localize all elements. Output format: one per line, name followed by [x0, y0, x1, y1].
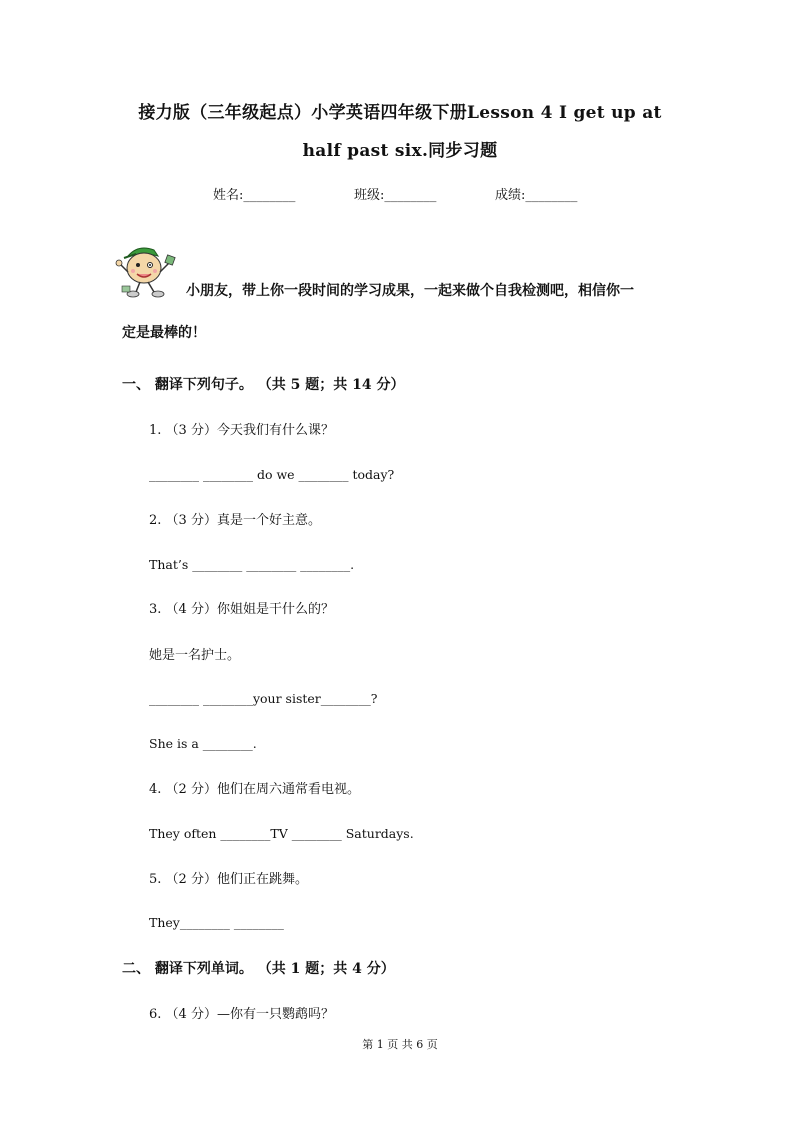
question-6-prompt: 6. （4 分）—你有一只鹦鹉吗？: [149, 1007, 334, 1022]
section-heading-2: 二、 翻译下列单词。 （共 1 题；共 4 分）: [122, 961, 395, 977]
class-field: 班级:________: [354, 188, 437, 203]
page-footer: 第 1 页 共 6 页: [362, 1038, 438, 1051]
name-field: 姓名:________: [213, 188, 296, 203]
question-3-answer-line-1: ________ ________your sister________?: [149, 691, 378, 706]
score-field: 成绩:________: [495, 188, 578, 203]
question-4-answer-line: They often ________TV ________ Saturdays.: [149, 826, 414, 841]
question-3-answer-line-2: She is a ________.: [149, 736, 257, 751]
question-5-answer-line: They________ ________: [149, 915, 284, 930]
intro-text-line-2: 定是最棒的！: [122, 325, 206, 341]
document-title-line-2: half past six.同步习题: [302, 141, 498, 161]
document-title-line-1: 接力版（三年级起点）小学英语四年级下册Lesson 4 I get up at: [138, 103, 662, 123]
question-3-given-text: 她是一名护士。: [149, 648, 241, 663]
intro-text-line-1: 小朋友，带上你一段时间的学习成果，一起来做个自我检测吧，相信你一: [186, 283, 634, 299]
boy-mascot-icon: [114, 242, 178, 300]
question-2-answer-line: That’s ________ ________ ________.: [149, 557, 355, 572]
question-2-prompt: 2. （3 分）真是一个好主意。: [149, 513, 321, 528]
question-1-answer-line: ________ ________ do we ________ today?: [149, 467, 395, 482]
question-4-prompt: 4. （2 分）他们在周六通常看电视。: [149, 782, 360, 797]
question-5-prompt: 5. （2 分）他们正在跳舞。: [149, 872, 308, 887]
question-1-prompt: 1. （3 分）今天我们有什么课？: [149, 423, 334, 438]
section-heading-1: 一、 翻译下列句子。 （共 5 题；共 14 分）: [122, 377, 405, 393]
question-3-prompt: 3. （4 分）你姐姐是干什么的？: [149, 602, 334, 617]
